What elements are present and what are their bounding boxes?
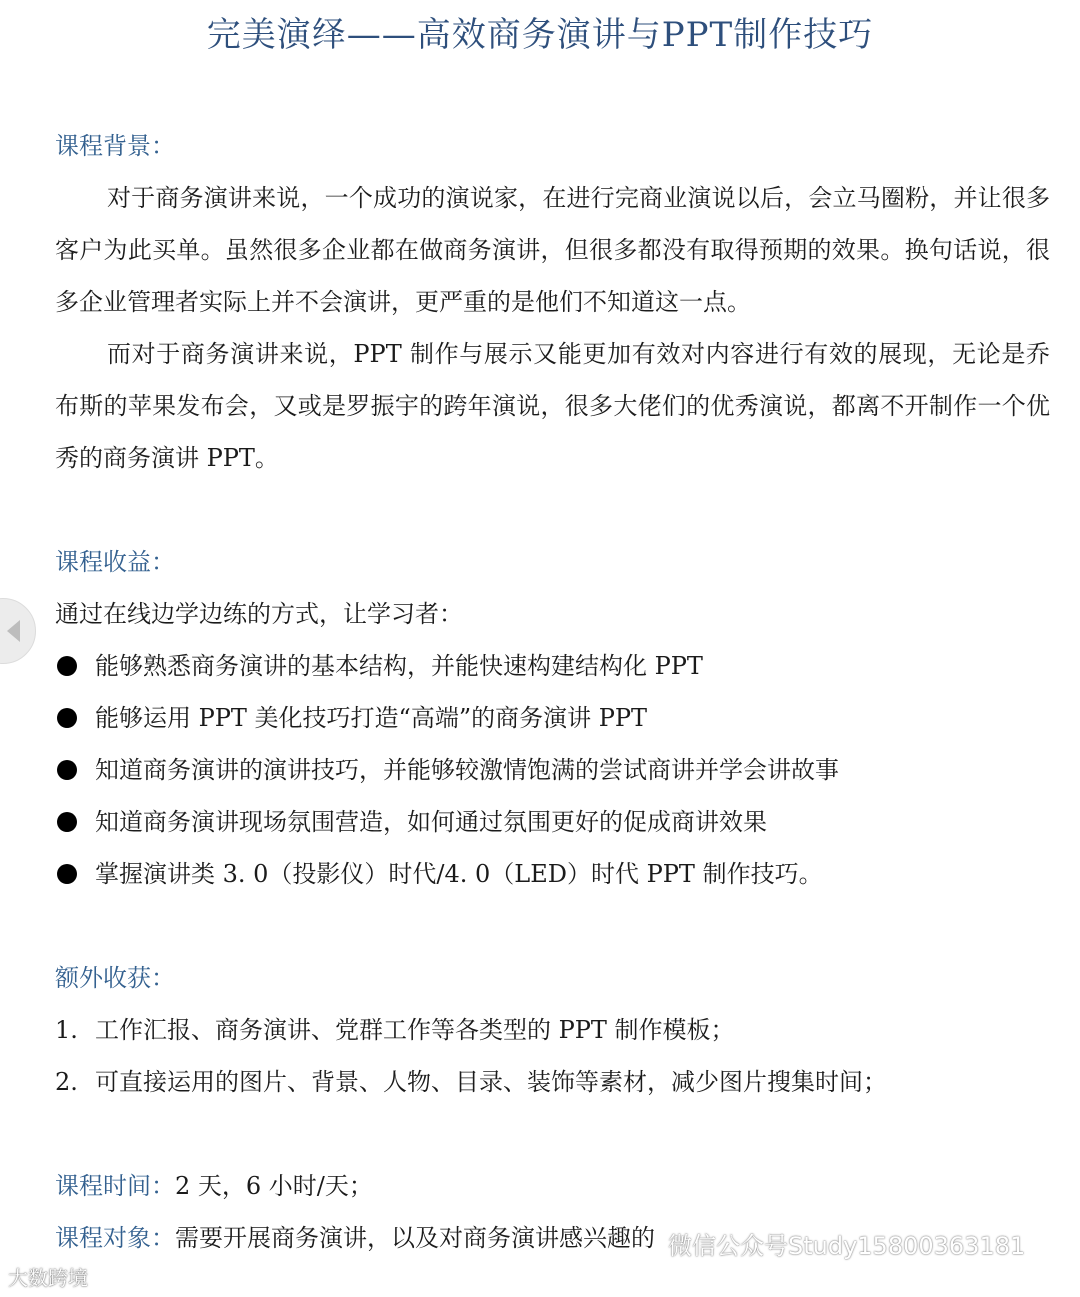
benefits-intro: 通过在线边学边练的方式，让学习者：	[55, 600, 463, 628]
benefit-item-text: 能够运用 PPT 美化技巧打造“高端”的商务演讲 PPT	[95, 704, 648, 732]
previous-page-tab[interactable]	[0, 598, 36, 664]
benefit-item	[55, 848, 1050, 900]
document-body	[55, 120, 1050, 1264]
benefit-item	[55, 796, 1050, 848]
extra-item-text: 可直接运用的图片、背景、人物、目录、装饰等素材，减少图片搜集时间；	[95, 1068, 887, 1096]
course-duration	[55, 1160, 1050, 1212]
section-heading-extras: 额外收获：	[55, 964, 175, 992]
benefit-item	[55, 692, 1050, 744]
chevron-left-icon	[7, 620, 20, 642]
course-duration-value: 2 天，6 小时/天；	[175, 1172, 373, 1200]
extra-item-text: 工作汇报、商务演讲、党群工作等各类型的 PPT 制作模板；	[95, 1016, 735, 1044]
benefit-item-text: 知道商务演讲的演讲技巧，并能够较激情饱满的尝试商讲并学会讲故事	[95, 756, 839, 784]
course-audience-label: 课程对象：	[55, 1224, 175, 1252]
benefit-item	[55, 744, 1050, 796]
bullet-icon	[57, 812, 77, 832]
extra-item-number: 1.	[55, 1016, 78, 1044]
background-paragraph-2: 而对于商务演讲来说，PPT 制作与展示又能更加有效对内容进行有效的展现，无论是乔布斯的苹果发布会，又或是罗振宇的跨年演说，很多大佬们的优秀演说，都离不开制作一个优秀的商务演讲 PPT。	[55, 340, 1050, 472]
watermark-wechat: 微信公众号Study15800363181	[668, 1232, 1026, 1260]
section-heading-benefits: 课程收益：	[55, 548, 175, 576]
bullet-icon	[57, 864, 77, 884]
benefit-item-text: 能够熟悉商务演讲的基本结构，并能快速构建结构化 PPT	[95, 652, 703, 680]
section-heading-background: 课程背景：	[55, 132, 175, 160]
benefit-item-text: 掌握演讲类 3. 0（投影仪）时代/4. 0（LED）时代 PPT 制作技巧。	[95, 860, 823, 888]
page-title: 完美演绎——高效商务演讲与PPT制作技巧	[206, 15, 874, 55]
bullet-icon	[57, 656, 77, 676]
watermark-logo: 大数跨境	[8, 1266, 88, 1290]
bullet-icon	[57, 708, 77, 728]
extra-item	[55, 1056, 1050, 1108]
course-audience-value: 需要开展商务演讲，以及对商务演讲感兴趣的	[175, 1224, 655, 1252]
benefit-item	[55, 640, 1050, 692]
extra-item	[55, 1004, 1050, 1056]
bullet-icon	[57, 760, 77, 780]
course-duration-label: 课程时间：	[55, 1172, 175, 1200]
background-paragraph-1: 对于商务演讲来说，一个成功的演说家，在进行完商业演说以后，会立马圈粉，并让很多客户为此买单。虽然很多企业都在做商务演讲，但很多都没有取得预期的效果。换句话说，很多企业管理者实际上并不会演讲，更严重的是他们不知道这一点。	[55, 184, 1050, 316]
benefit-item-text: 知道商务演讲现场氛围营造，如何通过氛围更好的促成商讲效果	[95, 808, 767, 836]
extra-item-number: 2.	[55, 1068, 78, 1096]
